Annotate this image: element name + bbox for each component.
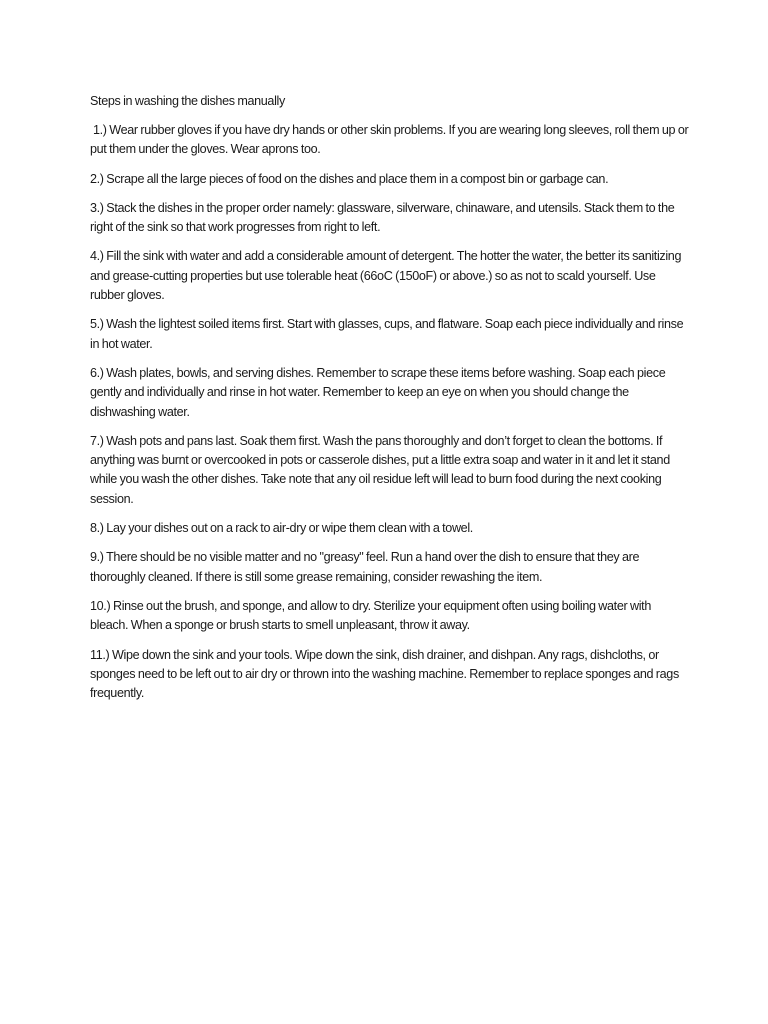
step-8: 8.) Lay your dishes out on a rack to air-dry or wipe them clean with a towel. [90,521,473,536]
step-5: 5.) Wash the lightest soiled items first. Start with glasses, cups, and flatware. Soap each piece individually and rinse in hot water. [90,317,684,351]
step-2: 2.) Scrape all the large pieces of food on the dishes and place them in a compost bin or garbage can. [90,171,609,186]
step-3: 3.) Stack the dishes in the proper order namely: glassware, silverware, chinaware, and utensils. Stack them to the right of the sink so that work progresses from right to left. [90,200,675,235]
document-page [90,92,690,713]
step-4: 4.) Fill the sink with water and add a considerable amount of detergent. The hotter the water, the better its sanitizing and grease-cutting properties but use tolerable heat (66oC (150oF) or above.) so as not to scald yourself. Use rubber gloves. [90,249,682,303]
step-1: 1.) Wear rubber gloves if you have dry hands or other skin problems. If you are wearing long sleeves, roll them up or put them under the gloves. Wear aprons too. [90,123,689,157]
document-title: Steps in washing the dishes manually [90,94,285,108]
step-9: 9.) There should be no visible matter and no "greasy" feel. Run a hand over the dish to ensure that they are thoroughly cleaned. If there is still some grease remaining, consider rewashing the item. [90,550,640,584]
step-11: 11.) Wipe down the sink and your tools. Wipe down the sink, dish drainer, and dishpan. Any rags, dishcloths, or sponges need to be left out to air dry or thrown into the washing machine. Remember to replace sponges and rags frequently. [90,647,679,701]
step-7: 7.) Wash pots and pans last. Soak them first. Wash the pans thoroughly and don’t forget to clean the bottoms. If anything was burnt or overcooked in pots or casserole dishes, put a little extra soap and water in it and let it stand while you wash the other dishes. Take note that any oil residue left will lead to burn food during the next cooking session. [90,433,670,506]
step-6: 6.) Wash plates, bowls, and serving dishes. Remember to scrape these items before washing. Soap each piece gently and individually and rinse in hot water. Remember to keep an eye on when you should change the dishwashing water. [90,365,666,419]
step-10: 10.) Rinse out the brush, and sponge, and allow to dry. Sterilize your equipment often using boiling water with bleach. When a sponge or brush starts to smell unpleasant, throw it away. [90,598,651,633]
